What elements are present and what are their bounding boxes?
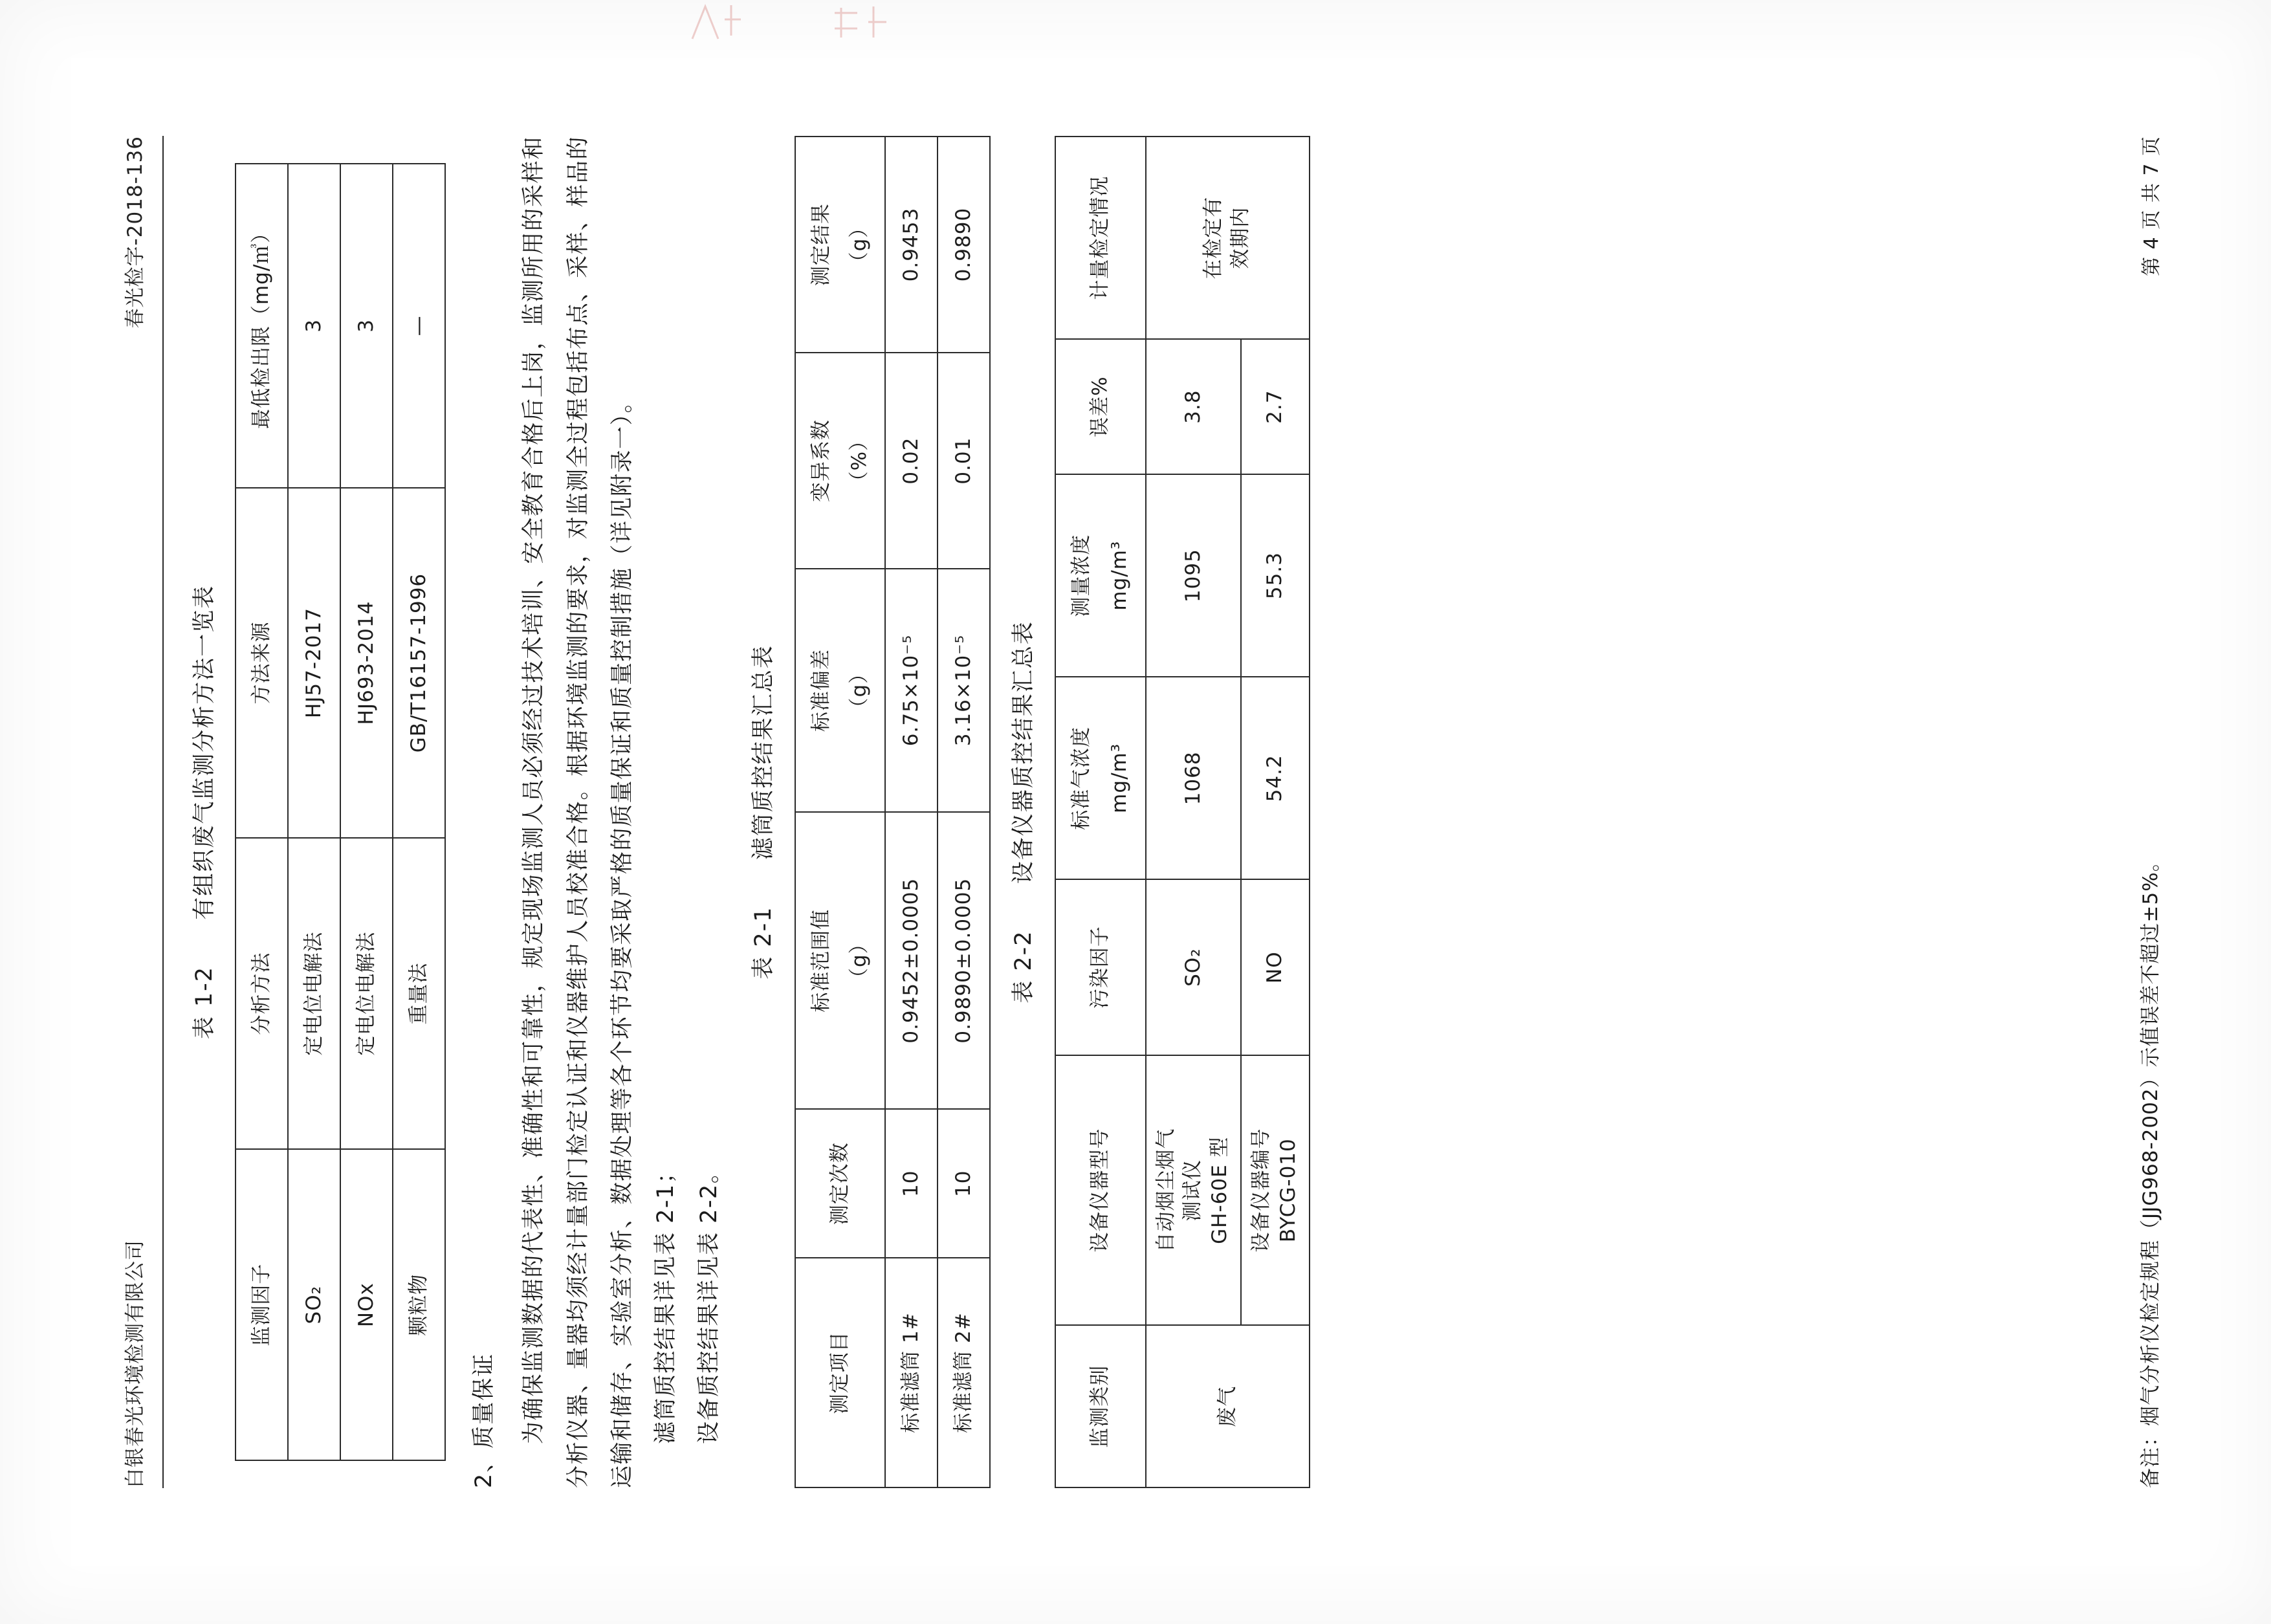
cell-standard-conc: 54.2	[1241, 677, 1310, 879]
cell-result: 0.9890	[938, 137, 990, 353]
cell-factor: NOx	[340, 1149, 393, 1460]
table-row	[1241, 137, 1310, 1487]
cell-error: 2.7	[1241, 339, 1310, 474]
cell-deviation: 3.16×10⁻⁵	[938, 569, 990, 812]
col-header-standard-range-label: 标准范围值	[809, 908, 833, 1013]
cell-count: 10	[938, 1109, 990, 1258]
table-1-2-caption	[183, 136, 226, 1488]
table-1-2-number: 表 1-2	[191, 965, 217, 1040]
cell-device-model-line2: BYCG-010	[1276, 1138, 1300, 1243]
cell-measured-conc: 55.3	[1241, 474, 1310, 677]
cell-device-model	[1241, 1055, 1310, 1326]
header-divider	[162, 136, 164, 1488]
table-row	[885, 137, 938, 1487]
table-row	[288, 164, 340, 1460]
cell-item: 标准滤筒 1#	[885, 1258, 938, 1487]
col-header-measured-conc-label: 测量浓度	[1069, 534, 1093, 617]
col-header-calibration-status: 计量检定情况	[1055, 137, 1146, 339]
col-header-variation-coefficient-unit: （%）	[847, 430, 871, 492]
table-row	[340, 164, 393, 1460]
document-page	[71, 58, 2200, 1566]
table-row-header	[795, 137, 886, 1487]
cell-category: 废气	[1146, 1325, 1310, 1487]
company-name: 白银春光环境检测有限公司	[124, 1240, 147, 1488]
table-2-2-title: 设备仪器质控结果汇总表	[1011, 620, 1037, 884]
table-2-2-number: 表 2-2	[1011, 930, 1037, 1004]
table-row-header	[1055, 137, 1146, 1487]
table-row	[1146, 137, 1242, 1487]
table-2-1-title: 滤筒质控结果汇总表	[751, 644, 777, 861]
cell-item: 标准滤筒 2#	[938, 1258, 990, 1487]
col-header-analysis-method: 分析方法	[236, 838, 288, 1149]
cell-method: 重量法	[393, 838, 445, 1149]
col-header-standard-deviation	[795, 569, 886, 812]
footer-note: 备注：烟气分析仪检定规程（JJG968-2002）示值误差不超过±5%。	[2139, 851, 2163, 1488]
table-2-1-caption	[742, 136, 785, 1488]
col-header-variation-coefficient	[795, 353, 886, 569]
section-2-paragraph: 为确保监测数据的代表性、准确性和可靠性，规定现场监测人员必须经过技术培训、安全教育合格后上岗，监测所用的采样和分析仪器、量器均须经计量部门检定认证和仪器维护人员校准合格。根据环境监测的要求，对监测全过程包括布点、采样、样品的运输和储存、实验室分析、数据处理等各个环节均要采取严格的质量保证和质量控制措施（详见附录一）。	[521, 136, 635, 1488]
cell-variation: 0.02	[885, 353, 938, 569]
page-footer	[2132, 136, 2170, 1488]
cell-error: 3.8	[1146, 339, 1242, 474]
cell-source: HJ57-2017	[288, 488, 340, 838]
col-header-standard-range-unit: （g）	[847, 933, 871, 989]
col-header-standard-gas-conc	[1055, 677, 1146, 879]
section-2-title: 2、质量保证	[470, 1352, 497, 1488]
cell-calibration-line1: 在检定有	[1201, 196, 1225, 280]
cell-calibration-status	[1146, 137, 1310, 339]
cell-pollutant: NO	[1241, 879, 1310, 1055]
col-header-pollutant: 污染因子	[1055, 879, 1146, 1055]
table-2-1-number: 表 2-1	[751, 906, 777, 980]
col-header-device-model: 设备仪器型号	[1055, 1055, 1146, 1326]
col-header-measured-conc	[1055, 474, 1146, 677]
col-header-standard-gas-conc-label: 标准气浓度	[1069, 726, 1093, 830]
cell-calibration-line2: 效期内	[1229, 206, 1253, 269]
cell-source: GB/T16157-1996	[393, 488, 445, 838]
cell-count: 10	[885, 1109, 938, 1258]
cell-result: 0.9453	[885, 137, 938, 353]
cell-range: 0.9890±0.0005	[938, 812, 990, 1109]
cell-standard-conc: 1068	[1146, 677, 1242, 879]
page-header	[116, 136, 155, 1488]
col-header-detection-limit: 最低检出限（mg/㎥）	[236, 164, 288, 488]
cell-source: HJ693-2014	[340, 488, 393, 838]
cell-limit: 3	[340, 164, 393, 488]
cell-method: 定电位电解法	[288, 838, 340, 1149]
col-header-test-item: 测定项目	[795, 1258, 886, 1487]
cell-variation: 0.01	[938, 353, 990, 569]
col-header-test-count: 测定次数	[795, 1109, 886, 1258]
cell-deviation: 6.75×10⁻⁵	[885, 569, 938, 812]
col-header-standard-deviation-unit: （g）	[847, 663, 871, 718]
table-1-2	[235, 163, 446, 1461]
col-header-standard-gas-conc-unit: mg/m³	[1107, 743, 1131, 813]
col-header-method-source: 方法来源	[236, 488, 288, 838]
col-header-monitor-category: 监测类别	[1055, 1325, 1146, 1487]
table-2-2	[1055, 136, 1310, 1488]
cell-method: 定电位电解法	[340, 838, 393, 1149]
cell-device-model-line1: 自动烟尘烟气	[1154, 1128, 1178, 1253]
table-2-2-caption	[1002, 136, 1046, 1488]
table-2-1	[795, 136, 991, 1488]
col-header-standard-range	[795, 812, 886, 1109]
cell-device-model-line1: 设备仪器编号	[1249, 1128, 1273, 1253]
col-header-error-percent: 误差%	[1055, 339, 1146, 474]
table-row	[938, 137, 990, 1487]
cell-range: 0.9452±0.0005	[885, 812, 938, 1109]
col-header-measured-result-unit: （g）	[847, 217, 871, 272]
cell-device-model	[1146, 1055, 1242, 1326]
col-header-measured-result	[795, 137, 886, 353]
col-header-monitor-factor: 监测因子	[236, 1149, 288, 1460]
red-stamp-mark	[679, 0, 899, 45]
table-1-2-title: 有组织废气监测分析方法一览表	[191, 584, 217, 920]
page-number: 第 4 页 共 7 页	[2140, 136, 2163, 276]
section-2-line-2: 设备质控结果详见表 2-2。	[696, 1159, 722, 1444]
cell-limit: —	[393, 164, 445, 488]
cell-device-model-line3: GH-60E 型	[1208, 1136, 1232, 1244]
table-row	[393, 164, 445, 1460]
col-header-measured-result-label: 测定结果	[809, 203, 833, 287]
cell-measured-conc: 1095	[1146, 474, 1242, 677]
cell-limit: 3	[288, 164, 340, 488]
cell-pollutant: SO₂	[1146, 879, 1242, 1055]
document-number: 春光检字-2018-136	[124, 136, 147, 329]
section-2-line-1: 滤筒质控结果详见表 2-1；	[653, 1159, 679, 1444]
col-header-measured-conc-unit: mg/m³	[1107, 540, 1131, 611]
col-header-standard-deviation-label: 标准偏差	[809, 649, 833, 732]
col-header-variation-coefficient-label: 变异系数	[809, 419, 833, 503]
cell-factor: 颗粒物	[393, 1149, 445, 1460]
cell-factor: SO₂	[288, 1149, 340, 1460]
table-row-header	[236, 164, 288, 1460]
cell-device-model-line2: 测试仪	[1181, 1159, 1205, 1222]
